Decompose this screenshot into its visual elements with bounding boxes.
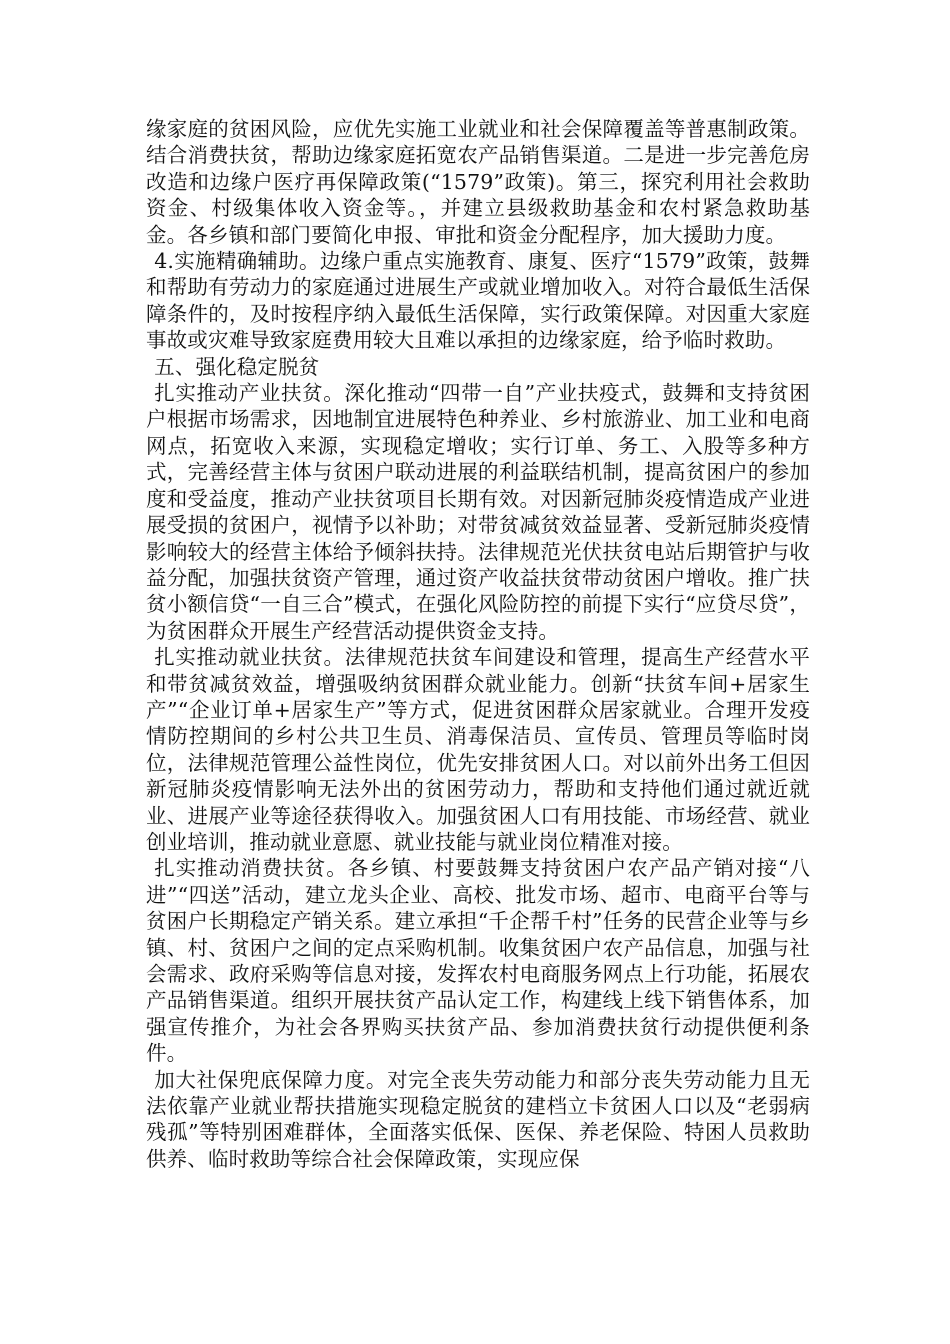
document-page [146,116,810,1172]
paragraph-industry-poverty-alleviation: 扎实推动产业扶贫。深化推动“四带一自”产业扶疫式，鼓舞和支持贫困户根据市场需求，因地制宜进展特色种养业、乡村旅游业、加工业和电商网点，拓宽收入来源，实现稳定增收；实行订单、务工、入股等多种方式，完善经营主体与贫困户联动进展的利益联结机制，提高贫困户的参加度和受益度，推动产业扶贫项目长期有效。对因新冠肺炎疫情造成产业进展受损的贫困户，视情予以补助；对带贫减贫效益显著、受新冠肺炎疫情影响较大的经营主体给予倾斜扶持。法律规范光伏扶贫电站后期管护与收益分配，加强扶贫资产管理，通过资产收益扶贫带动贫困户增收。推广扶贫小额信贷“一自三合”模式，在强化风险防控的前提下实行“应贷尽贷”，为贫困群众开展生产经营活动提供资金支持。 [146,381,810,643]
paragraph-social-security-support: 加大社保兜底保障力度。对完全丧失劳动能力和部分丧失劳动能力且无法依靠产业就业帮扶措施实现稳定脱贫的建档立卡贫困人口以及“老弱病残孤”等特别困难群体，全面落实低保、医保、养老保险、特困人员救助供养、临时救助等综合社会保障政策，实现应保 [146,1067,810,1171]
section-heading-stable-poverty-exit: 五、强化稳定脱贫 [154,354,320,379]
paragraph-consumption-poverty-alleviation: 扎实推动消费扶贫。各乡镇、村要鼓舞支持贫困户农产品产销对接“八进”“四送”活动，建立龙头企业、高校、批发市场、超市、电商平台等与贫困户长期稳定产销关系。建立承担“千企帮千村”任务的民营企业等与乡镇、村、贫困户之间的定点采购机制。收集贫困户农产品信息，加强与社会需求、政府采购等信息对接，发挥农村电商服务网点上行功能，拓展农产品销售渠道。组织开展扶贫产品认定工作，构建线上线下销售体系，加强宣传推介，为社会各界购买扶贫产品、参加消费扶贫行动提供便利条件。 [146,856,810,1066]
paragraph-employment-poverty-alleviation: 扎实推动就业扶贫。法律规范扶贫车间建设和管理，提高生产经营水平和带贫减贫效益，增强吸纳贫困群众就业能力。创新“扶贫车间+居家生产”“企业订单+居家生产”等方式，促进贫困群众居家就业。合理开发疫情防控期间的乡村公共卫生员、消毒保洁员、宣传员、管理员等临时岗位，法律规范管理公益性岗位，优先安排贫困人口。对以前外出务工但因新冠肺炎疫情影响无法外出的贫困劳动力，帮助和支持他们通过就近就业、进展产业等途径获得收入。加强贫困人口有用技能、市场经营、就业创业培训，推动就业意愿、就业技能与就业岗位精准对接。 [146,645,810,854]
paragraph-precise-assistance: 4.实施精确辅助。边缘户重点实施教育、康复、医疗“1579”政策，鼓舞和帮助有劳动力的家庭通过进展生产或就业增加收入。对符合最低生活保障条件的，及时按程序纳入最低生活保障，实行政策保障。对因重大家庭事故或灾难导致家庭费用较大且难以承担的边缘家庭，给予临时救助。 [146,249,810,353]
paragraph-continuation: 缘家庭的贫困风险，应优先实施工业就业和社会保障覆盖等普惠制政策。结合消费扶贫，帮助边缘家庭拓宽农产品销售渠道。二是进一步完善危房改造和边缘户医疗再保障政策(“1579”政策)。第三，探究利用社会救助资金、村级集体收入资金等。，并建立县级救助基金和农村紧急救助基金。各乡镇和部门要简化申报、审批和资金分配程序，加大援助力度。 [146,117,810,247]
